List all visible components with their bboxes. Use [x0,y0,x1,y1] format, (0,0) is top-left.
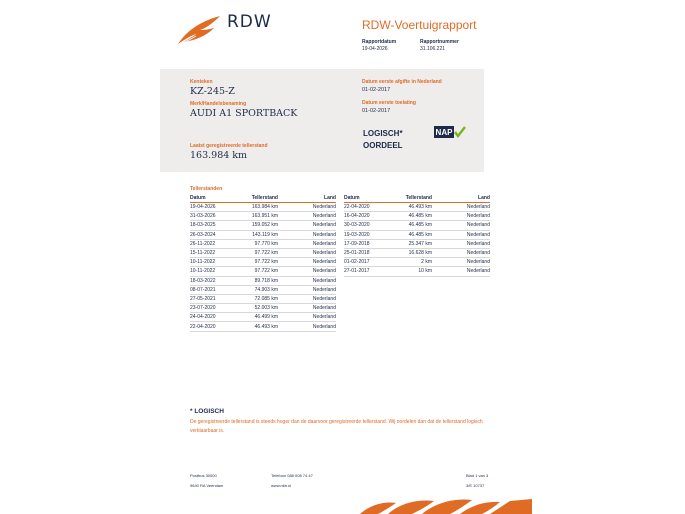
report-date [362,39,396,53]
table-row [344,203,490,212]
footer-city: 9640 RA Veendam [190,483,224,488]
row-country: Nederland [312,250,336,257]
table-row [190,286,336,295]
row-country: Nederland [312,314,336,321]
table-row [344,258,490,267]
header-country: Land [324,195,336,201]
row-reading: 72.085 km [254,295,278,302]
table-row [190,322,336,331]
row-country: Nederland [312,305,336,312]
row-date: 26-03-2024 [190,231,216,238]
table-header [344,195,490,203]
report-number-value: 31.106.221 [420,46,446,52]
row-country: Nederland [312,231,336,238]
row-date: 22-04-2020 [344,204,370,211]
table-row [190,203,336,212]
table-row [190,295,336,304]
row-country: Nederland [312,204,336,211]
row-date: 15-11-2022 [190,250,216,257]
row-reading: 16.628 km [408,250,432,257]
row-country: Nederland [466,204,490,211]
table-row [190,221,336,230]
row-country: Nederland [466,268,490,275]
footer-page [466,471,488,491]
row-reading: 10 km [418,268,432,275]
row-reading: 46.485 km [408,222,432,229]
row-reading: 46.493 km [408,204,432,211]
row-date: 01-02-2017 [344,259,370,266]
table-row [344,267,490,276]
row-country: Nederland [312,213,336,220]
verdict [363,128,403,152]
row-country: Nederland [312,268,336,275]
nap-label: NAP [435,128,453,137]
row-country: Nederland [312,277,336,284]
row-country: Nederland [466,240,490,247]
footer-address [190,471,223,491]
row-reading: 159.052 km [251,222,278,229]
verdict-line2: OORDEEL [363,141,403,150]
row-country: Nederland [466,250,490,257]
odometer-section-title: Tellerstanden [190,186,223,192]
note-body: De geregistreerde tellerstand is steeds hoger dan de daarvoor geregistreerde tellerstand. Wij oordelen dan dat de tellerstand logisch verklaarbaar is. [190,419,483,434]
report-number [420,39,459,53]
row-date: 27-01-2017 [344,268,370,275]
decorative-wave-graphic [360,497,532,514]
first-nl-value: 01-02-2017 [362,87,391,93]
row-country: Nederland [466,222,490,229]
row-date: 31-03-2026 [190,213,216,220]
report-date-label: Rapportdatum [362,39,397,45]
row-country: Nederland [312,259,336,266]
odometer-label: Laatst geregistreerde tellerstand [190,143,268,149]
table-row [190,240,336,249]
odometer-value: 163.984 km [190,150,248,161]
row-reading: 163.951 km [251,213,278,220]
row-reading: 74.903 km [254,286,278,293]
make-value: AUDI A1 SPORTBACK [190,108,298,119]
row-country: Nederland [312,295,336,302]
footer-phone: Telefoon 088 008 74 47 [271,473,313,478]
plate-label: Kenteken [190,79,213,85]
row-date: 24-04-2020 [190,314,216,321]
row-reading: 143.119 km [252,231,278,238]
row-date: 16-04-2020 [344,213,370,220]
row-date: 08-07-2021 [190,286,216,293]
rdw-logo-icon [176,14,224,46]
verdict-line1: LOGISCH* [363,129,403,138]
row-reading: 163.984 km [251,204,278,211]
report-number-label: Rapportnummer [420,39,459,45]
row-date: 22-04-2020 [190,323,216,330]
row-country: Nederland [312,222,336,229]
footer-page-number: Blad 1 van 3 [466,473,489,478]
table-row [190,212,336,221]
report-date-value: 19-04-2026 [362,46,388,52]
header-reading: Tellerstand [405,195,432,201]
row-date: 18-03-2022 [190,277,216,284]
table-row [190,304,336,313]
row-reading: 89.718 km [254,277,278,284]
odometer-table-left [190,195,336,332]
footer-contact [271,471,313,491]
row-date: 19-04-2026 [190,204,216,211]
row-country: Nederland [312,323,336,330]
row-reading: 97.770 km [254,240,278,247]
row-reading: 46.485 km [408,231,432,238]
first-nl-label: Datum eerste afgifte in Nederland [362,79,442,85]
row-date: 10-11-2022 [190,259,216,266]
table-row [344,212,490,221]
row-country: Nederland [466,231,490,238]
report-title: RDW-Voertuigrapport [362,18,477,32]
table-row [190,258,336,267]
first-admission-label: Datum eerste toelating [362,100,416,106]
table-row [344,221,490,230]
header-date: Datum [190,195,206,201]
odometer-table-right [344,195,490,277]
footer-postbox: Postbus 30000 [190,473,217,478]
table-row [344,231,490,240]
table-row [190,277,336,286]
row-reading: 97.722 km [254,259,278,266]
row-date: 26-11-2022 [190,240,216,247]
row-reading: 46.499 km [254,314,278,321]
first-admission-value: 01-02-2017 [362,108,391,114]
note-title: * LOGISCH [190,408,224,415]
brand-name: RDW [227,12,272,32]
table-row [344,240,490,249]
row-country: Nederland [312,286,336,293]
row-reading: 25.347 km [408,240,432,247]
row-date: 17-09-2018 [344,240,370,247]
nap-check-icon [434,126,466,138]
footer-website: www.rdw.nl [271,483,292,488]
table-row [344,249,490,258]
row-reading: 2 km [421,259,432,266]
row-reading: 97.722 km [254,268,278,275]
footer-doc-code: 3/E 10737 [466,483,485,488]
row-reading: 46.485 km [408,213,432,220]
header-date: Datum [344,195,360,201]
table-row [190,249,336,258]
row-country: Nederland [466,213,490,220]
row-date: 25-01-2018 [344,250,370,257]
row-country: Nederland [312,240,336,247]
row-reading: 52.003 km [254,305,278,312]
table-row [190,313,336,322]
table-row [190,231,336,240]
row-reading: 46.493 km [254,323,278,330]
row-date: 19-03-2020 [344,231,370,238]
row-date: 27-05-2021 [190,295,216,302]
row-date: 10-11-2022 [190,268,216,275]
make-label: Merk/Handelsbenaming [190,101,247,107]
table-row [190,267,336,276]
row-date: 30-03-2020 [344,222,370,229]
table-header [190,195,336,203]
header-reading: Tellerstand [251,195,278,201]
row-date: 23-07-2020 [190,305,216,312]
row-country: Nederland [466,259,490,266]
plate-value: KZ-245-Z [190,86,235,97]
header-country: Land [478,195,490,201]
row-reading: 97.722 km [254,250,278,257]
row-date: 18-03-2025 [190,222,216,229]
